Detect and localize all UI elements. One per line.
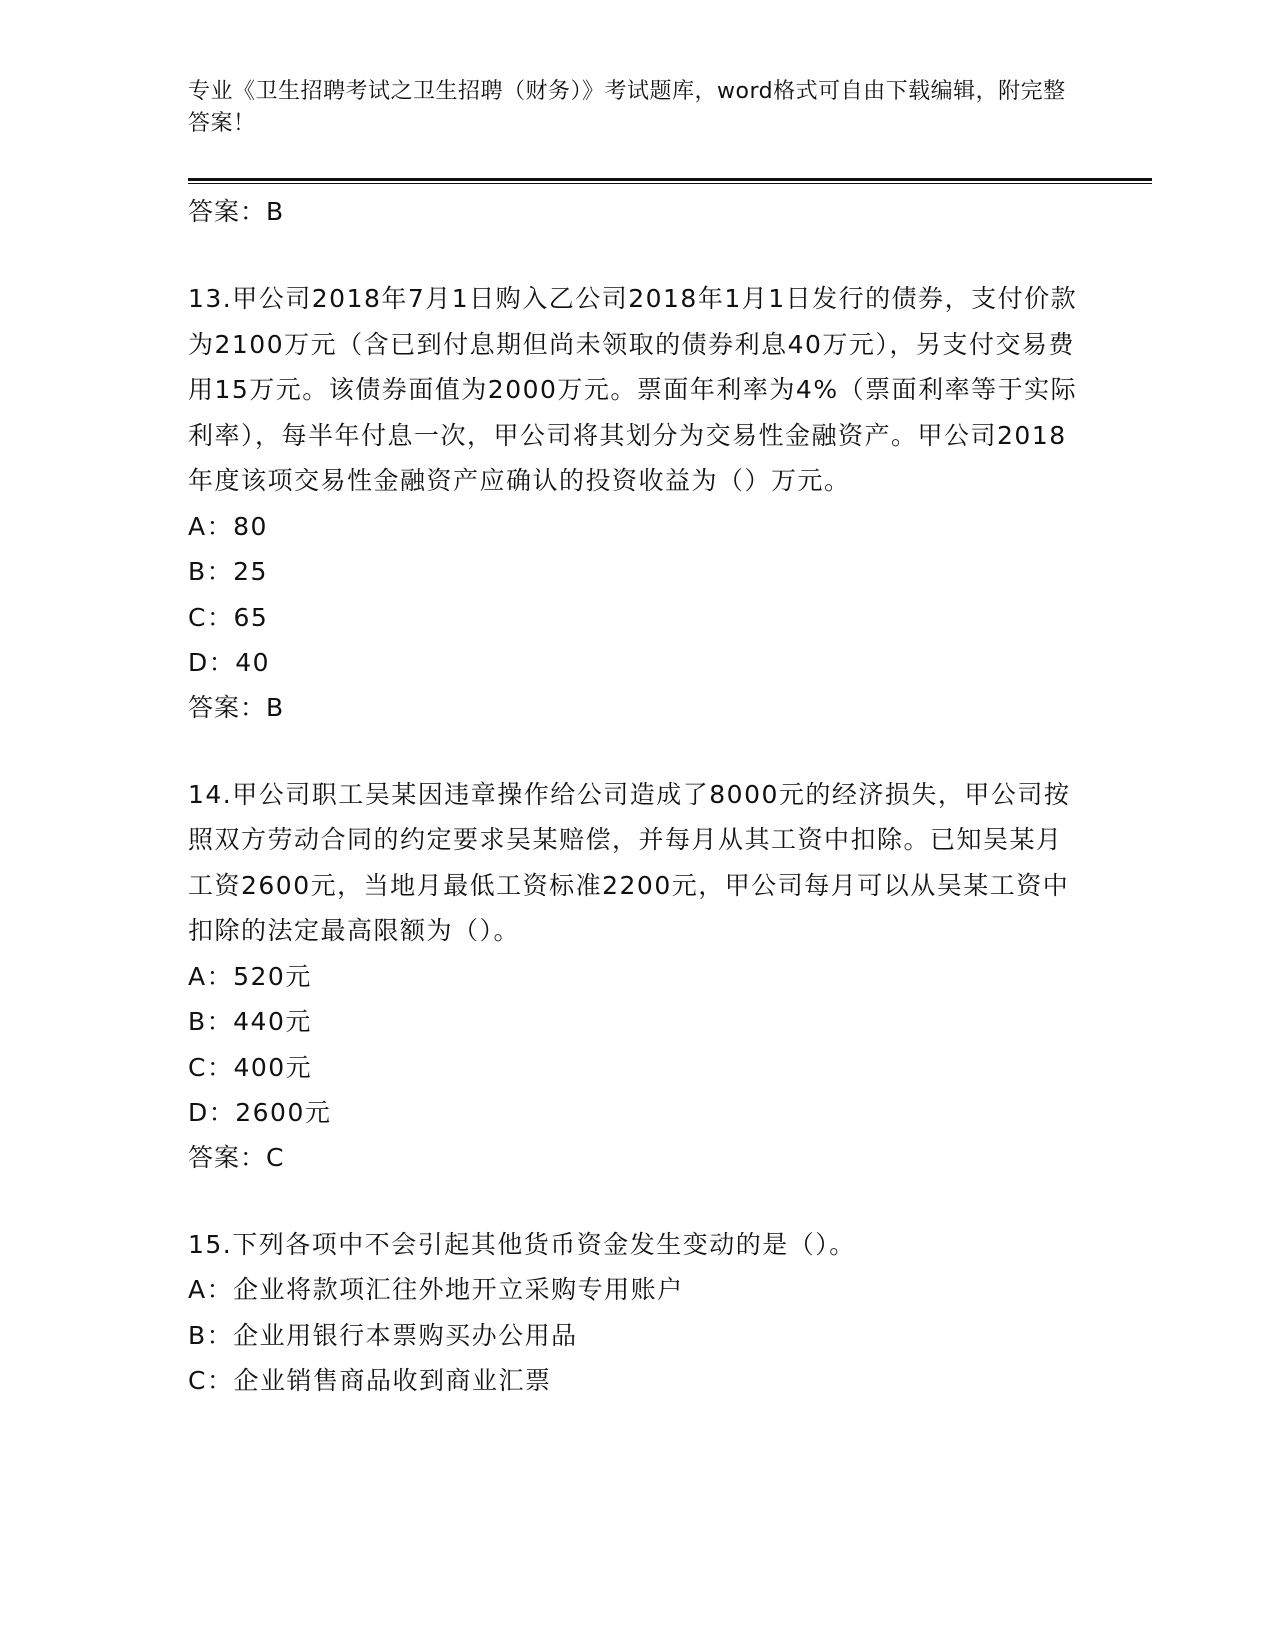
- document-body: [188, 190, 1088, 1404]
- option-a: A：80: [188, 511, 268, 541]
- question-text: 15.下列各项中不会引起其他货币资金发生变动的是（）。: [188, 1229, 856, 1259]
- question-block-15: [188, 1222, 1088, 1404]
- question-text: 14.甲公司职工吴某因违章操作给公司造成了8000元的经济损失，甲公司按照双方劳动合同的约定要求吴某赔偿，并每月从其工资中扣除。已知吴某月工资2600元，当地月最低工资标准2200元，甲公司每月可以从吴某工资中扣除的法定最高限额为（）。: [188, 779, 1071, 945]
- question-block-14: [188, 772, 1088, 1180]
- option-d: D：40: [188, 648, 271, 677]
- option-c: C：400元: [188, 1052, 313, 1082]
- answer-line: 答案：C: [188, 1142, 285, 1172]
- option-c: C：65: [188, 602, 269, 632]
- spacer: [188, 1180, 1088, 1222]
- option-b: B：企业用银行本票购买办公用品: [188, 1320, 578, 1350]
- option-c: C：企业销售商品收到商业汇票: [188, 1366, 552, 1395]
- option-b: B：25: [188, 557, 268, 586]
- header-rule-thin: [188, 183, 1152, 184]
- document-header: 专业《卫生招聘考试之卫生招聘（财务）》考试题库，word格式可自由下载编辑，附完整答案！: [188, 79, 1066, 136]
- option-a: A：企业将款项汇往外地开立采购专用账户: [188, 1275, 684, 1304]
- question-block-13: [188, 276, 1088, 730]
- header-rule-thick: [188, 178, 1152, 181]
- spacer: [188, 234, 1088, 276]
- spacer: [188, 730, 1088, 772]
- option-b: B：440元: [188, 1007, 312, 1036]
- option-a: A：520元: [188, 961, 312, 991]
- option-d: D：2600元: [188, 1098, 332, 1127]
- answer-line: 答案：B: [188, 692, 285, 722]
- question-text: 13.甲公司2018年7月1日购入乙公司2018年1月1日发行的债券，支付价款为2100万元（含已到付息期但尚未领取的债券利息40万元），另支付交易费用15万元。该债券面值为2000万元。票面年利率为4%（票面利率等于实际利率），每半年付息一次，甲公司将其划分为交易性金融资产。甲公司2018年度该项交易性金融资产应确认的投资收益为（）万元。: [188, 284, 1078, 495]
- answer-line: 答案：B: [188, 197, 285, 226]
